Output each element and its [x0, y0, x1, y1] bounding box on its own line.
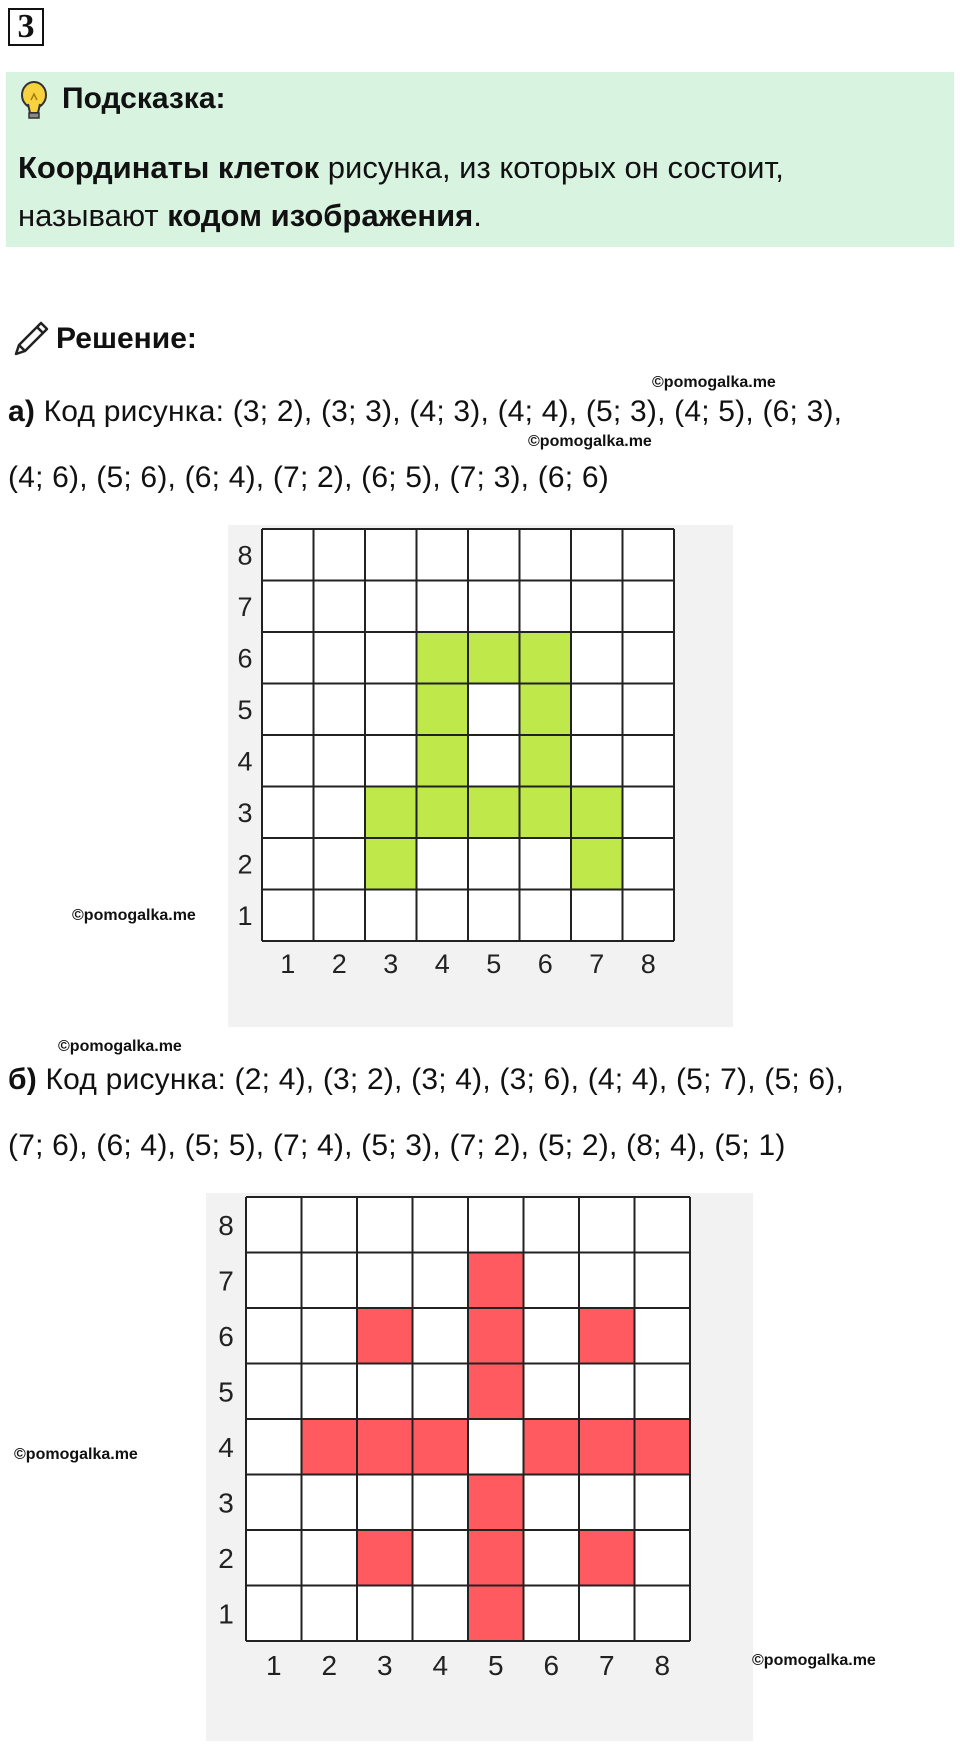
grid-a-cell-3-7 [365, 581, 417, 633]
grid-b-cell-6-6 [524, 1308, 580, 1364]
grid-a-cell-7-4 [571, 735, 623, 787]
grid-a-cell-6-8 [520, 529, 572, 581]
grid-a-cell-1-1 [262, 890, 314, 942]
grid-b-filled-cell-5-6 [468, 1308, 524, 1364]
hint-bold-term-1: Координаты клеток [18, 150, 320, 185]
grid-b-cell-8-1 [635, 1586, 691, 1642]
grid-a-filled-cell-4-5 [417, 684, 469, 736]
grid-a-x-tick-4: 4 [434, 949, 450, 979]
grid-b-cell-6-1 [524, 1586, 580, 1642]
grid-b-cell-7-7 [579, 1253, 635, 1309]
grid-a-filled-cell-3-3 [365, 787, 417, 839]
grid-a-cell-1-8 [262, 529, 314, 581]
part-b-line-1 [8, 1060, 844, 1100]
grid-a-cell-2-1 [314, 890, 366, 942]
grid-b-cell-1-7 [246, 1253, 302, 1309]
grid-a-x-tick-8: 8 [640, 949, 656, 979]
grid-a-cell-8-8 [623, 529, 675, 581]
grid-b-x-tick-4: 4 [432, 1650, 449, 1681]
grid-b-cell-1-4 [246, 1419, 302, 1475]
grid-a-filled-cell-6-4 [520, 735, 572, 787]
grid-a-cell-2-2 [314, 838, 366, 890]
grid-b-cell-6-3 [524, 1475, 580, 1531]
part-a-code-1: Код рисунка: (3; 2), (3; 3), (4; 3), (4; 4), (5; 3), (4; 5), (6; 3), [35, 395, 843, 428]
grid-b-cell-2-8 [302, 1197, 358, 1253]
grid-b-filled-cell-4-4 [413, 1419, 469, 1475]
grid-a-cell-8-1 [623, 890, 675, 942]
grid-b-filled-cell-3-2 [357, 1530, 413, 1586]
grid-b-filled-cell-5-3 [468, 1475, 524, 1531]
hint-line-1 [18, 148, 784, 188]
grid-a-filled-cell-6-3 [520, 787, 572, 839]
hint-text-3: . [473, 198, 482, 233]
part-b-line-2: (7; 6), (6; 4), (5; 5), (7; 4), (5; 3), (7; 2), (5; 2), (8; 4), (5; 1) [8, 1129, 786, 1162]
grid-b-cell-5-8 [468, 1197, 524, 1253]
grid-b-y-tick-3: 3 [218, 1487, 234, 1519]
grid-a-cell-1-2 [262, 838, 314, 890]
grid-a-filled-cell-5-3 [468, 787, 520, 839]
grid-b-cell-8-8 [635, 1197, 691, 1253]
grid-a-filled-cell-7-2 [571, 838, 623, 890]
grid-a-filled-cell-6-6 [520, 632, 572, 684]
grid-b-filled-cell-3-4 [357, 1419, 413, 1475]
grid-b-cell-4-1 [413, 1586, 469, 1642]
grid-b-cell-2-1 [302, 1586, 358, 1642]
grid-a-cell-3-4 [365, 735, 417, 787]
grid-b-filled-cell-3-6 [357, 1308, 413, 1364]
grid-b-y-tick-2: 2 [218, 1542, 234, 1574]
grid-a-cell-8-3 [623, 787, 675, 839]
grid-a-cell-6-2 [520, 838, 572, 890]
grid-b-cell-4-3 [413, 1475, 469, 1531]
grid-a-x-tick-7: 7 [589, 949, 605, 979]
watermark-3: ©pomogalka.me [72, 907, 196, 924]
grid-b-x-tick-7: 7 [598, 1650, 615, 1681]
grid-b-cell-3-1 [357, 1586, 413, 1642]
grid-b-cell-8-5 [635, 1364, 691, 1420]
grid-a-filled-cell-4-4 [417, 735, 469, 787]
grid-a-filled-cell-4-6 [417, 632, 469, 684]
grid-a-cell-1-3 [262, 787, 314, 839]
task-number: 3 [8, 8, 44, 46]
grid-b-cell-6-8 [524, 1197, 580, 1253]
part-a-label: а) [8, 395, 36, 428]
grid-a-y-tick-3: 3 [237, 797, 253, 828]
grid-a-cell-1-4 [262, 735, 314, 787]
grid-b-cell-5-4 [468, 1419, 524, 1475]
grid-b-cell-8-6 [635, 1308, 691, 1364]
grid-b-cell-1-3 [246, 1475, 302, 1531]
watermark-6: ©pomogalka.me [752, 1652, 876, 1669]
watermark-4: ©pomogalka.me [58, 1038, 182, 1055]
grid-a-cell-4-8 [417, 529, 469, 581]
grid-a-cell-1-7 [262, 581, 314, 633]
grid-a-filled-cell-3-2 [365, 838, 417, 890]
grid-a-cell-2-6 [314, 632, 366, 684]
grid-a-x-tick-1: 1 [280, 949, 296, 979]
grid-a-cell-4-1 [417, 890, 469, 942]
grid-b-cell-4-6 [413, 1308, 469, 1364]
watermark-2: ©pomogalka.me [528, 433, 652, 450]
grid-b-cell-3-3 [357, 1475, 413, 1531]
grid-b-y-tick-7: 7 [218, 1265, 234, 1297]
watermark-1: ©pomogalka.me [652, 374, 776, 391]
grid-a-y-tick-6: 6 [237, 643, 253, 674]
grid-b-cell-8-3 [635, 1475, 691, 1531]
grid-b-filled-cell-5-2 [468, 1530, 524, 1586]
grid-b-cell-8-7 [635, 1253, 691, 1309]
grid-b-filled-cell-2-4 [302, 1419, 358, 1475]
part-a-line-1 [8, 392, 842, 432]
grid-b-x-tick-8: 8 [654, 1650, 671, 1681]
grid-b-x-tick-2: 2 [321, 1650, 338, 1681]
grid-b-y-tick-8: 8 [218, 1209, 234, 1241]
grid-b-cell-7-8 [579, 1197, 635, 1253]
grid-b-x-tick-3: 3 [376, 1650, 393, 1681]
grid-b-cell-1-6 [246, 1308, 302, 1364]
grid-a-y-tick-7: 7 [237, 591, 253, 622]
grid-b-cell-7-1 [579, 1586, 635, 1642]
grid-b-cell-4-2 [413, 1530, 469, 1586]
grid-a-cell-2-4 [314, 735, 366, 787]
grid-a-cell-2-5 [314, 684, 366, 736]
grid-a-cell-2-7 [314, 581, 366, 633]
grid-a-x-tick-2: 2 [331, 949, 347, 979]
grid-b-cell-1-2 [246, 1530, 302, 1586]
grid-a-cell-5-7 [468, 581, 520, 633]
grid-a-cell-6-1 [520, 890, 572, 942]
grid-a-cell-2-8 [314, 529, 366, 581]
grid-b-cell-4-7 [413, 1253, 469, 1309]
grid-b-cell-1-8 [246, 1197, 302, 1253]
grid-b-cell-3-7 [357, 1253, 413, 1309]
grid-a-cell-7-6 [571, 632, 623, 684]
grid-a-chart [228, 525, 733, 1027]
grid-b-cell-6-7 [524, 1253, 580, 1309]
grid-a-y-tick-8: 8 [237, 540, 253, 571]
grid-a-filled-cell-6-5 [520, 684, 572, 736]
grid-a-cell-7-1 [571, 890, 623, 942]
grid-a-x-tick-6: 6 [537, 949, 553, 979]
grid-a-cell-8-4 [623, 735, 675, 787]
grid-a-cell-5-8 [468, 529, 520, 581]
part-b-code-1: Код рисунка: (2; 4), (3; 2), (3; 4), (3; 6), (4; 4), (5; 7), (5; 6), [36, 1063, 845, 1096]
grid-a-cell-3-6 [365, 632, 417, 684]
hint-line-2 [18, 196, 482, 236]
grid-b-cell-6-5 [524, 1364, 580, 1420]
grid-b-x-tick-6: 6 [543, 1650, 560, 1681]
grid-a-cell-5-4 [468, 735, 520, 787]
grid-a-y-tick-1: 1 [237, 900, 253, 931]
grid-a-cell-4-2 [417, 838, 469, 890]
solution-title: Решение: [56, 322, 197, 355]
grid-a-cell-7-7 [571, 581, 623, 633]
grid-b-cell-4-8 [413, 1197, 469, 1253]
hint-text-1: рисунка, из которых он состоит, [319, 150, 784, 185]
grid-b-cell-6-2 [524, 1530, 580, 1586]
grid-b-x-tick-1: 1 [265, 1650, 282, 1681]
grid-b-y-tick-6: 6 [218, 1320, 234, 1352]
grid-b-cell-2-3 [302, 1475, 358, 1531]
grid-b-filled-cell-7-2 [579, 1530, 635, 1586]
grid-b-x-tick-5: 5 [487, 1650, 504, 1681]
grid-a-cell-3-8 [365, 529, 417, 581]
hint-bold-term-2: кодом изображения [167, 198, 474, 233]
grid-b-y-tick-4: 4 [218, 1431, 234, 1463]
grid-b-cell-2-5 [302, 1364, 358, 1420]
grid-a-cell-8-6 [623, 632, 675, 684]
grid-a-cell-1-5 [262, 684, 314, 736]
grid-b-cell-2-7 [302, 1253, 358, 1309]
hint-text-2: называют [18, 198, 168, 233]
grid-a-cell-5-1 [468, 890, 520, 942]
part-a-line-2: (4; 6), (5; 6), (6; 4), (7; 2), (6; 5), (7; 3), (6; 6) [8, 461, 609, 494]
grid-b-filled-cell-5-1 [468, 1586, 524, 1642]
grid-a-cell-5-5 [468, 684, 520, 736]
grid-b-filled-cell-5-5 [468, 1364, 524, 1420]
grid-a-cell-8-5 [623, 684, 675, 736]
grid-b-filled-cell-7-4 [579, 1419, 635, 1475]
watermark-5: ©pomogalka.me [14, 1446, 138, 1463]
grid-b-y-tick-5: 5 [218, 1376, 234, 1408]
grid-b-filled-cell-6-4 [524, 1419, 580, 1475]
grid-b-filled-cell-7-6 [579, 1308, 635, 1364]
grid-a-cell-7-5 [571, 684, 623, 736]
grid-a-y-tick-2: 2 [237, 849, 253, 880]
grid-b-filled-cell-5-7 [468, 1253, 524, 1309]
hint-title: Подсказка: [62, 82, 226, 115]
grid-a-cell-5-2 [468, 838, 520, 890]
grid-a-cell-1-6 [262, 632, 314, 684]
grid-a-cell-3-1 [365, 890, 417, 942]
grid-a-x-tick-3: 3 [383, 949, 399, 979]
grid-b-cell-7-3 [579, 1475, 635, 1531]
grid-a-filled-cell-4-3 [417, 787, 469, 839]
grid-b-cell-1-1 [246, 1586, 302, 1642]
grid-b-cell-2-2 [302, 1530, 358, 1586]
grid-a-cell-7-8 [571, 529, 623, 581]
grid-a-filled-cell-7-3 [571, 787, 623, 839]
grid-a-cell-4-7 [417, 581, 469, 633]
grid-a-filled-cell-5-6 [468, 632, 520, 684]
grid-b-filled-cell-8-4 [635, 1419, 691, 1475]
grid-b-cell-3-5 [357, 1364, 413, 1420]
pencil-icon [10, 318, 52, 360]
grid-a-y-tick-5: 5 [237, 694, 253, 725]
grid-b-cell-1-5 [246, 1364, 302, 1420]
grid-a-cell-3-5 [365, 684, 417, 736]
grid-b-cell-8-2 [635, 1530, 691, 1586]
grid-b-cell-2-6 [302, 1308, 358, 1364]
grid-a-cell-6-7 [520, 581, 572, 633]
grid-b-cell-7-5 [579, 1364, 635, 1420]
grid-a-cell-8-7 [623, 581, 675, 633]
part-b-label: б) [8, 1063, 37, 1096]
grid-b-chart [206, 1193, 753, 1741]
grid-a-cell-2-3 [314, 787, 366, 839]
grid-a-cell-8-2 [623, 838, 675, 890]
grid-a-x-tick-5: 5 [486, 949, 502, 979]
lightbulb-icon [18, 80, 50, 122]
grid-b-cell-3-8 [357, 1197, 413, 1253]
grid-a-y-tick-4: 4 [237, 746, 253, 777]
grid-b-y-tick-1: 1 [218, 1598, 234, 1630]
grid-b-cell-4-5 [413, 1364, 469, 1420]
